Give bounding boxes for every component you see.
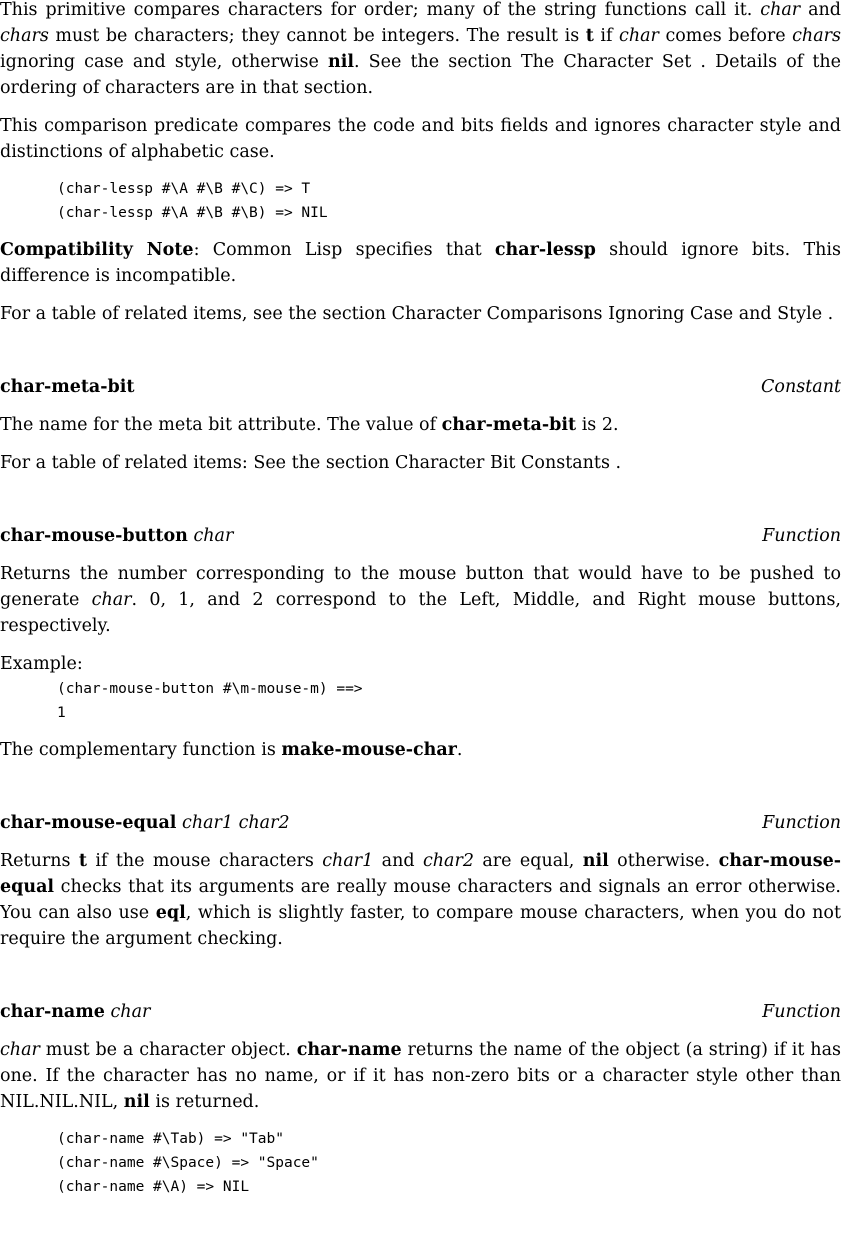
entry-name: char-meta-bit xyxy=(0,377,135,397)
entry-args: char1 char2 xyxy=(182,813,290,833)
meta-bit-related: For a table of related items: See the section Character Bit Constants . xyxy=(0,453,622,473)
compatibility-note: Compatibility Note: Common Lisp specifies that char-lessp should ignore bits. This difference is incompatible. xyxy=(0,240,841,286)
mouse-equal-description: Returns t if the mouse characters char1 and char2 are equal, nil otherwise. char-mouse-equal checks that its arguments are really mouse characters and signals an error otherwise. You can also use eql, which is slightly faster, to compare mouse characters, when you do not require the argument checking. xyxy=(0,851,841,949)
entry-args: char xyxy=(193,526,234,546)
entry-name: char-mouse-button xyxy=(0,526,188,546)
char-lessp-code-example: (char-lessp #\A #\B #\C) => T (char-lessp #\A #\B #\B) => NIL xyxy=(57,181,328,221)
entry-header-char-meta-bit xyxy=(0,374,841,400)
entry-type: Function xyxy=(762,813,841,833)
entry-name: char-name xyxy=(0,1002,105,1022)
intro-paragraph: This primitive compares characters for order; many of the string functions call it. char and chars must be characters; they cannot be integers. The result is t if char comes before chars ignoring case and style, otherwise nil. See the section The Character Set . Details of the ordering of characters are in that section. xyxy=(0,0,841,98)
mouse-button-code-example: (char-mouse-button #\m-mouse-m) ==> 1 xyxy=(57,681,363,721)
entry-args: char xyxy=(110,1002,151,1022)
example-label: Example: xyxy=(0,654,83,674)
entry-type: Function xyxy=(762,526,841,546)
meta-bit-description: The name for the meta bit attribute. The value of char-meta-bit is 2. xyxy=(0,415,619,435)
char-name-description: char must be a character object. char-name returns the name of the object (a string) if it has one. If the character has no name, or if it has non-zero bits or a character style other than NIL.NIL.NIL, nil is returned. xyxy=(0,1040,841,1112)
mouse-button-complement: The complementary function is make-mouse-char. xyxy=(0,740,463,760)
related-items-paragraph: For a table of related items, see the section Character Comparisons Ignoring Case and Style . xyxy=(0,304,834,324)
char-name-code-example: (char-name #\Tab) => "Tab" (char-name #\Space) => "Space" (char-name #\A) => NIL xyxy=(57,1131,319,1195)
entry-header-char-mouse-equal xyxy=(0,810,841,836)
comparison-paragraph: This comparison predicate compares the code and bits fields and ignores character style and distinctions of alphabetic case. xyxy=(0,116,841,162)
entry-type: Function xyxy=(762,1002,841,1022)
entry-type: Constant xyxy=(761,377,841,397)
entry-header-char-name xyxy=(0,999,841,1025)
mouse-button-description: Returns the number corresponding to the mouse button that would have to be pushed to generate char. 0, 1, and 2 correspond to the Left, Middle, and Right mouse buttons, respectively. xyxy=(0,564,841,636)
entry-header-char-mouse-button xyxy=(0,523,841,549)
entry-name: char-mouse-equal xyxy=(0,813,177,833)
